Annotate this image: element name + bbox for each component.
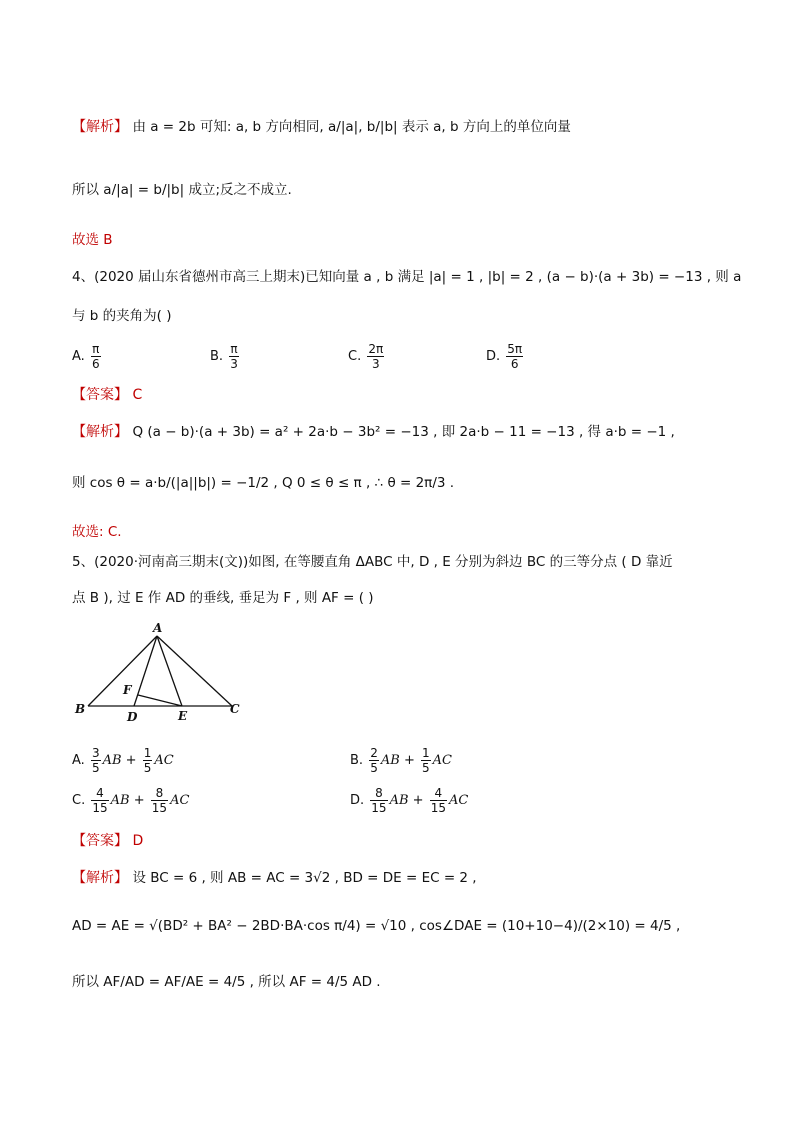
q5-stem-line1: 5、(2020·河南高三期末(文))如图, 在等腰直角 ΔABC 中, D , E 分别为斜边 BC 的三等分点 ( D 靠近 (72, 554, 673, 570)
q4-stem-line1: 4、(2020 届山东省德州市高三上期末)已知向量 a , b 满足 |a| = 1 , |b| = 2 , (a − b)·(a + 3b) = −13 , 则 a (72, 269, 742, 285)
diagram-label-f: F (123, 683, 132, 697)
q4-option-b-value: $\frac{\pi}{3}$ (230, 342, 238, 371)
q4-answer-line (72, 384, 142, 404)
jiexi-label-q4: 【解析】 (72, 424, 128, 440)
q4-option-d-value: $\frac{5\pi}{6}$ (507, 342, 523, 371)
q5-option-c[interactable]: C. $\frac{4}{15}$ AB + $\frac{8}{15}$ AC (72, 786, 190, 815)
daan-label: 【答案】 (72, 387, 128, 403)
q5-analysis-line2: AD = AE = √(BD² + BA² − 2BD·BA·cos π/4) = √10 , cos∠DAE = (10+10−4)/(2×10) = 4/5 , (72, 918, 681, 934)
q4-stem-line2: 与 b 的夹角为( ) (72, 308, 172, 324)
q5-option-b[interactable]: B. $\frac{2}{5}$ AB + $\frac{1}{5}$ AC (350, 746, 452, 775)
p3-choice: 故选 B (72, 232, 113, 248)
q5-answer-line (72, 830, 143, 850)
p3-suoyi-text: 所以 a/|a| = b/|b| 成立;反之不成立. (72, 182, 292, 198)
p3-analysis-text: 由 a = 2b 可知: a, b 方向相同, a/|a|, b/|b| 表示 a, b 方向上的单位向量 (132, 119, 571, 135)
q4-option-a-label: A. (72, 349, 85, 364)
q4-option-b[interactable] (210, 342, 241, 371)
q4-option-c-label: C. (348, 349, 362, 364)
jiexi-label-q5: 【解析】 (72, 870, 128, 886)
daan-label-q5: 【答案】 (72, 833, 128, 849)
q5-stem-line2: 点 B ), 过 E 作 AD 的垂线, 垂足为 F , 则 AF = ( ) (72, 590, 374, 606)
diagram-label-d: D (127, 710, 138, 724)
p3-analysis-line (72, 115, 571, 136)
jiexi-label: 【解析】 (72, 119, 128, 135)
q4-option-b-label: B. (210, 349, 224, 364)
q5-option-d[interactable]: D. $\frac{8}{15}$ AB + $\frac{4}{15}$ AC (350, 786, 469, 815)
diagram-label-a: A (153, 621, 163, 635)
q4-choice: 故选: C. (72, 524, 122, 540)
q5-option-a[interactable]: A. $\frac{3}{5}$ AB + $\frac{1}{5}$ AC (72, 746, 174, 775)
q4-analysis-line1 (72, 420, 675, 441)
q4-option-c[interactable] (348, 342, 386, 371)
q5-analysis-line1 (72, 866, 477, 887)
q5-analysis-line3: 所以 AF/AD = AF/AE = 4/5 , 所以 AF = 4/5 AD . (72, 974, 381, 990)
q4-option-a-value: $\frac{\pi}{6}$ (91, 342, 100, 371)
q4-option-d-label: D. (486, 349, 501, 364)
q4-analysis-line2: 则 cos θ = a·b/(|a||b|) = −1/2 , Q 0 ≤ θ ≤ π , ∴ θ = 2π/3 . (72, 475, 455, 491)
q4-option-d[interactable] (486, 342, 525, 371)
q4-option-c-value: $\frac{2\pi}{3}$ (368, 342, 384, 371)
q5-analysis-text1: 设 BC = 6 , 则 AB = AC = 3√2 , BD = DE = EC = 2 , (132, 870, 477, 886)
diagram-label-e: E (178, 709, 188, 723)
q5-answer: D (132, 833, 144, 849)
diagram-label-c: C (230, 702, 240, 716)
q4-answer: C (132, 387, 143, 403)
q4-analysis-text1: Q (a − b)·(a + 3b) = a² + 2a·b − 3b² = −13 , 即 2a·b − 11 = −13 , 得 a·b = −1 , (132, 424, 675, 440)
diagram-label-b: B (75, 702, 86, 716)
triangle-diagram (72, 620, 252, 725)
q4-option-a[interactable] (72, 342, 103, 371)
p3-suoyi-line (72, 178, 292, 198)
